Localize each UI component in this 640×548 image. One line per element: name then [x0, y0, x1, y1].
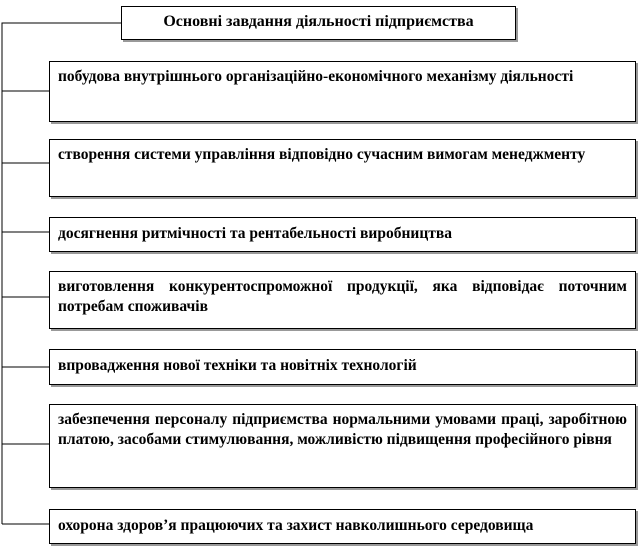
diagram-title-box [121, 6, 516, 40]
task-text-7: охорона здоров’я працюючих та захист навколишнього середовища [58, 517, 534, 534]
task-box-2 [49, 139, 636, 197]
task-text-4: виготовлення конкурентоспроможної продукції, яка відповідає поточним потребам споживачів [58, 278, 627, 315]
task-box-3 [49, 217, 636, 252]
task-text-1: побудова внутрішнього організаційно-економічного механізму діяльності [58, 68, 574, 85]
task-text-6: забезпечення персоналу підприємства нормальними умовами праці, заробітною платою, засобами стимулювання, можливістю підвищення професійного рівня [58, 411, 627, 448]
task-text-5: впровадження нової техніки та новітніх технологій [58, 357, 417, 374]
task-box-5 [49, 349, 636, 385]
diagram-title: Основні завдання діяльності підприємства [163, 13, 474, 30]
task-box-1 [49, 61, 636, 122]
task-box-7 [49, 509, 636, 544]
task-text-2: створення системи управління відповідно сучасним вимогам менеджменту [58, 146, 586, 163]
task-box-6 [49, 404, 636, 488]
task-text-3: досягнення ритмічності та рентабельності виробництва [58, 225, 452, 242]
task-box-4 [49, 271, 636, 329]
